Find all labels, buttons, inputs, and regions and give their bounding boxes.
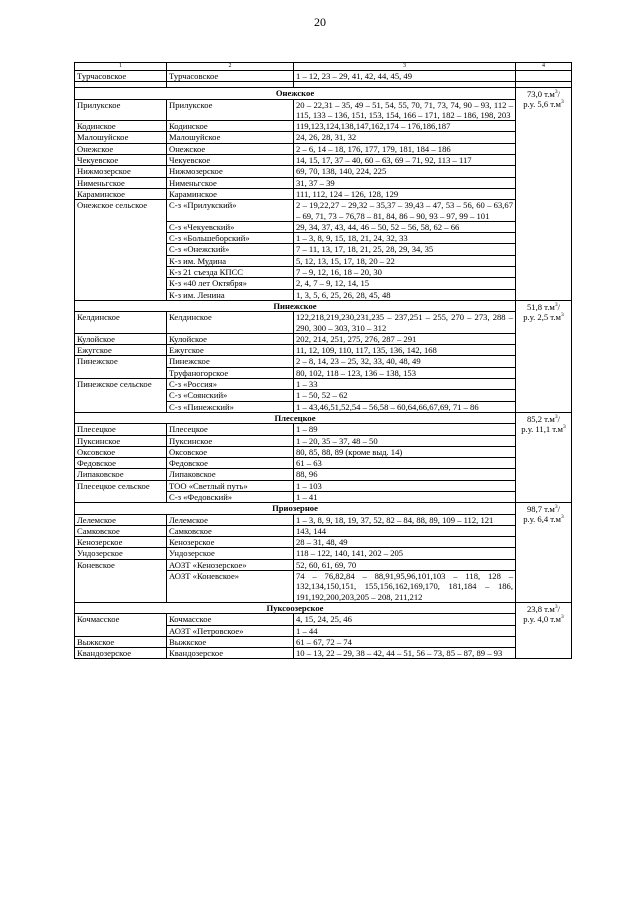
- district-cell: К-з 21 съезда КПСС: [167, 267, 294, 278]
- forestry-cell: Липаковское: [75, 469, 167, 480]
- column-number: 1: [75, 63, 167, 71]
- volume-total: [517, 414, 570, 424]
- volume-total: [517, 89, 570, 99]
- quarters-cell: 202, 214, 251, 275, 276, 287 – 291: [294, 333, 516, 344]
- quarters-cell: 80, 85, 88, 89 (кроме выд. 14): [294, 446, 516, 457]
- district-cell: Нижмозерское: [167, 166, 294, 177]
- table-row: [75, 143, 572, 154]
- forestry-cell: Плесецкое: [75, 424, 167, 435]
- quarters-cell: 7 – 11, 13, 17, 18, 21, 25, 28, 29, 34, 35: [294, 244, 516, 255]
- district-cell: Чекуевское: [167, 155, 294, 166]
- quarters-cell: 119,123,124,138,147,162,174 – 176,186,187: [294, 121, 516, 132]
- quarters-cell: 14, 15, 17, 37 – 40, 60 – 63, 69 – 71, 92, 113 – 117: [294, 155, 516, 166]
- forestry-cell: Кенозерское: [75, 537, 167, 548]
- forestry-cell: Кулойское: [75, 333, 167, 344]
- district-cell: Кенозерское: [167, 537, 294, 548]
- volume-main-use: [517, 514, 570, 524]
- quarters-cell: 10 – 13, 22 – 29, 38 – 42, 44 – 51, 56 – 73, 85 – 87, 89 – 93: [294, 648, 516, 659]
- column-number: 3: [294, 63, 516, 71]
- unit-superscript: 3: [561, 312, 564, 319]
- volume-total-value: 73,0 т.м: [526, 89, 555, 100]
- district-cell: С-з «Прилукский»: [167, 200, 294, 222]
- district-cell: Квандозерское: [167, 648, 294, 659]
- table-row: [75, 537, 572, 548]
- table-row: [75, 132, 572, 143]
- table-row: [75, 200, 572, 222]
- volume-main-use: [517, 312, 570, 322]
- forestry-cell: Кодинское: [75, 121, 167, 132]
- table-row: [75, 435, 572, 446]
- quarters-cell: 74 – 76,82,84 – 88,91,95,96,101,103 – 118, 128 – 132,134,150,151, 155,156,162,169,170, 181,184 – 186, 191,192,200,203,205 – 208, 211,212: [294, 571, 516, 603]
- unit-superscript: 3: [561, 99, 564, 106]
- forestry-cell: Малошуйское: [75, 132, 167, 143]
- slash: /: [557, 603, 561, 614]
- quarters-cell: 7 – 9, 12, 16, 18 – 20, 30: [294, 267, 516, 278]
- district-cell: ТОО «Светлый путь»: [167, 480, 294, 491]
- district-cell: К-з «40 лет Октября»: [167, 278, 294, 289]
- volume-total: [517, 504, 570, 514]
- district-cell: К-з им. Мудина: [167, 255, 294, 266]
- quarters-cell: 1 – 33: [294, 379, 516, 390]
- column-number: 4: [516, 63, 572, 71]
- volume-total-value: 23,8 т.м: [526, 603, 555, 614]
- district-cell: Малошуйское: [167, 132, 294, 143]
- table-row: [75, 424, 572, 435]
- quarters-cell: 29, 34, 37, 43, 44, 46 – 50, 52 – 56, 58, 62 – 66: [294, 221, 516, 232]
- quarters-cell: 28 – 31, 48, 49: [294, 537, 516, 548]
- table-row: [75, 312, 572, 334]
- district-cell: Прилукское: [167, 99, 294, 121]
- table-row: [75, 648, 572, 659]
- forestry-cell: Прилукское: [75, 99, 167, 121]
- table-row: [75, 71, 572, 82]
- table-row: [75, 177, 572, 188]
- unit-superscript: 3: [563, 424, 566, 431]
- page-number: 20: [314, 15, 326, 29]
- table-row: [75, 514, 572, 525]
- column-number: 2: [167, 63, 294, 71]
- quarters-cell: 111, 112, 124 – 126, 128, 129: [294, 188, 516, 199]
- district-cell: С-з «Пинежский»: [167, 401, 294, 412]
- forestry-cell: Келдинское: [75, 312, 167, 334]
- forestry-cell: Федовское: [75, 458, 167, 469]
- forestry-cell: Кочмасское: [75, 614, 167, 637]
- table-row: [75, 99, 572, 121]
- quarters-cell: 1 – 41: [294, 491, 516, 502]
- volume-main-use: [517, 614, 570, 624]
- quarters-cell: 31, 37 – 39: [294, 177, 516, 188]
- unit-superscript: 3: [554, 89, 558, 96]
- forestry-cell: Ундозерское: [75, 548, 167, 559]
- quarters-cell: 24, 26, 28, 31, 32: [294, 132, 516, 143]
- quarters-cell: 1, 3, 5, 6, 25, 26, 28, 45, 48: [294, 289, 516, 300]
- quarters-cell: 20 – 22,31 – 35, 49 – 51, 54, 55, 70, 71, 73, 74, 90 – 93, 112 – 115, 133 – 136, 151, 153, 154, 166 – 171, 182 – 186, 198, 203: [294, 99, 516, 121]
- district-cell: Липаковское: [167, 469, 294, 480]
- forestry-cell: Пуксинское: [75, 435, 167, 446]
- section-title: Пуксоозерское: [75, 602, 516, 613]
- table-row: [75, 446, 572, 457]
- volume-main-use: [517, 424, 570, 434]
- table-row: [75, 166, 572, 177]
- forestry-cell: Оксовское: [75, 446, 167, 457]
- district-cell: Плесецкое: [167, 424, 294, 435]
- table-row: [75, 548, 572, 559]
- unit-superscript: 3: [554, 302, 558, 309]
- table-row: [75, 333, 572, 344]
- quarters-cell: 1 – 89: [294, 424, 516, 435]
- district-cell: Турчасовское: [167, 71, 294, 82]
- forestry-cell: Квандозерское: [75, 648, 167, 659]
- unit-superscript: 3: [554, 604, 558, 611]
- district-cell: Федовское: [167, 458, 294, 469]
- volume-main-use-value: р.у. 11,1 т.м: [521, 423, 563, 434]
- quarters-cell: 2 – 6, 14 – 18, 176, 177, 179, 181, 184 – 186: [294, 143, 516, 154]
- forestry-cell: Пинежское сельское: [75, 379, 167, 413]
- forestry-cell: Караминское: [75, 188, 167, 199]
- quarters-cell: 1 – 20, 35 – 37, 48 – 50: [294, 435, 516, 446]
- district-cell: С-з «Россия»: [167, 379, 294, 390]
- district-cell: С-з «Большеборский»: [167, 233, 294, 244]
- district-cell: АОЗТ «Коневское»: [167, 571, 294, 603]
- district-cell: Лелемское: [167, 514, 294, 525]
- quarters-cell: 2, 4, 7 – 9, 12, 14, 15: [294, 278, 516, 289]
- quarters-cell: 11, 12, 109, 110, 117, 135, 136, 142, 168: [294, 345, 516, 356]
- district-cell: АОЗТ «Петровское»: [167, 625, 294, 636]
- district-cell: С-з «Соянский»: [167, 390, 294, 401]
- section-title: Плесецкое: [75, 412, 516, 423]
- volume-cell: [516, 71, 572, 82]
- forestry-cell: Лелемское: [75, 514, 167, 525]
- forestry-cell: Пинежское: [75, 356, 167, 379]
- unit-superscript: 3: [561, 614, 564, 621]
- table-row: [75, 636, 572, 647]
- quarters-cell: 143, 144: [294, 525, 516, 536]
- quarters-cell: 69, 70, 138, 140, 224, 225: [294, 166, 516, 177]
- section-header-row: [75, 88, 572, 99]
- district-cell: Ундозерское: [167, 548, 294, 559]
- district-cell: Пуксинское: [167, 435, 294, 446]
- quarters-cell: 5, 12, 13, 15, 17, 18, 20 – 22: [294, 255, 516, 266]
- table-row: [75, 155, 572, 166]
- section-title: Приозерное: [75, 503, 516, 514]
- quarters-cell: 61 – 67, 72 – 74: [294, 636, 516, 647]
- district-cell: Онежское: [167, 143, 294, 154]
- volume-cell: [516, 300, 572, 412]
- unit-superscript: 3: [554, 504, 558, 511]
- table-row: [75, 345, 572, 356]
- district-cell: Кочмасское: [167, 614, 294, 625]
- slash: /: [557, 89, 561, 100]
- quarters-cell: 1 – 12, 23 – 29, 41, 42, 44, 45, 49: [294, 71, 516, 82]
- unit-superscript: 3: [554, 414, 558, 421]
- forestry-cell: Онежское сельское: [75, 200, 167, 301]
- table-row: [75, 458, 572, 469]
- district-cell: С-з «Федовский»: [167, 491, 294, 502]
- table-row: [75, 356, 572, 367]
- forestry-cell: Онежское: [75, 143, 167, 154]
- slash: /: [557, 301, 561, 312]
- volume-main-use-value: р.у. 2,5 т.м: [523, 311, 561, 322]
- district-cell: Труфаногорское: [167, 367, 294, 378]
- forestry-cell: Турчасовское: [75, 71, 167, 82]
- quarters-cell: 1 – 43,46,51,52,54 – 56,58 – 60,64,66,67,69, 71 – 86: [294, 401, 516, 412]
- table-row: [75, 188, 572, 199]
- district-cell: Кодинское: [167, 121, 294, 132]
- quarters-cell: 1 – 44: [294, 625, 516, 636]
- quarters-cell: 88, 96: [294, 469, 516, 480]
- section-header-row: [75, 412, 572, 423]
- forestry-cell: Плесецкое сельское: [75, 480, 167, 503]
- volume-cell: [516, 412, 572, 502]
- volume-main-use-value: р.у. 6,4 т.м: [523, 514, 561, 525]
- forestry-cell: Самковское: [75, 525, 167, 536]
- district-cell: С-з «Чекуевский»: [167, 221, 294, 232]
- forestry-cell: Ежугское: [75, 345, 167, 356]
- table-row: [75, 379, 572, 390]
- district-cell: К-з им. Ленина: [167, 289, 294, 300]
- volume-total-value: 85,2 т.м: [526, 413, 555, 424]
- unit-superscript: 3: [561, 514, 564, 521]
- volume-main-use: [517, 99, 570, 109]
- column-number-row: [75, 63, 572, 71]
- district-cell: Самковское: [167, 525, 294, 536]
- district-cell: Нименьгское: [167, 177, 294, 188]
- quarters-cell: 1 – 50, 52 – 62: [294, 390, 516, 401]
- section-header-row: [75, 503, 572, 514]
- district-cell: Выжкское: [167, 636, 294, 647]
- quarters-cell: 61 – 63: [294, 458, 516, 469]
- volume-cell: [516, 602, 572, 658]
- section-header-row: [75, 300, 572, 311]
- table-row: [75, 525, 572, 536]
- district-cell: АОЗТ «Кенозерское»: [167, 559, 294, 570]
- district-cell: Кулойское: [167, 333, 294, 344]
- quarters-cell: 4, 15, 24, 25, 46: [294, 614, 516, 625]
- table-row: [75, 614, 572, 625]
- volume-total: [517, 302, 570, 312]
- volume-cell: [516, 88, 572, 301]
- district-cell: Оксовское: [167, 446, 294, 457]
- section-header-row: [75, 602, 572, 613]
- quarters-cell: 122,218,219,230,231,235 – 237,251 – 255, 270 – 273, 288 – 290, 300 – 303, 310 – 312: [294, 312, 516, 334]
- quarters-cell: 2 – 8, 14, 23 – 25, 32, 33, 40, 48, 49: [294, 356, 516, 367]
- forest-areas-table: [74, 62, 572, 659]
- volume-main-use-value: р.у. 5,6 т.м: [523, 99, 561, 110]
- forestry-cell: Выжкское: [75, 636, 167, 647]
- table-row: [75, 559, 572, 570]
- quarters-cell: 52, 60, 61, 69, 70: [294, 559, 516, 570]
- volume-total-value: 98,7 т.м: [526, 504, 555, 515]
- district-cell: Пинежское: [167, 356, 294, 367]
- quarters-cell: 80, 102, 118 – 123, 136 – 138, 153: [294, 367, 516, 378]
- slash: /: [557, 413, 561, 424]
- district-cell: Караминское: [167, 188, 294, 199]
- quarters-cell: 2 – 19,22,27 – 29,32 – 35,37 – 39,43 – 47, 53 – 56, 60 – 63,67 – 69, 71, 73 – 76,78 – 81, 84, 86 – 90, 93 – 97, 99 – 101: [294, 200, 516, 222]
- district-cell: Келдинское: [167, 312, 294, 334]
- volume-cell: [516, 503, 572, 603]
- table-row: [75, 121, 572, 132]
- quarters-cell: 1 – 103: [294, 480, 516, 491]
- volume-total: [517, 604, 570, 614]
- table-row: [75, 469, 572, 480]
- volume-total-value: 51,8 т.м: [526, 301, 555, 312]
- quarters-cell: 1 – 3, 8, 9, 15, 18, 21, 24, 32, 33: [294, 233, 516, 244]
- quarters-cell: 118 – 122, 140, 141, 202 – 205: [294, 548, 516, 559]
- forestry-cell: Нименьгское: [75, 177, 167, 188]
- quarters-cell: 1 – 3, 8, 9, 18, 19, 37, 52, 82 – 84, 88, 89, 109 – 112, 121: [294, 514, 516, 525]
- section-title: Пинежское: [75, 300, 516, 311]
- table-row: [75, 480, 572, 491]
- section-title: Онежское: [75, 88, 516, 99]
- slash: /: [557, 504, 561, 515]
- forestry-cell: Нижмозерское: [75, 166, 167, 177]
- forestry-cell: Коневское: [75, 559, 167, 602]
- forestry-cell: Чекуевское: [75, 155, 167, 166]
- district-cell: С-з «Онежский»: [167, 244, 294, 255]
- district-cell: Ежугское: [167, 345, 294, 356]
- volume-main-use-value: р.у. 4,0 т.м: [523, 613, 561, 624]
